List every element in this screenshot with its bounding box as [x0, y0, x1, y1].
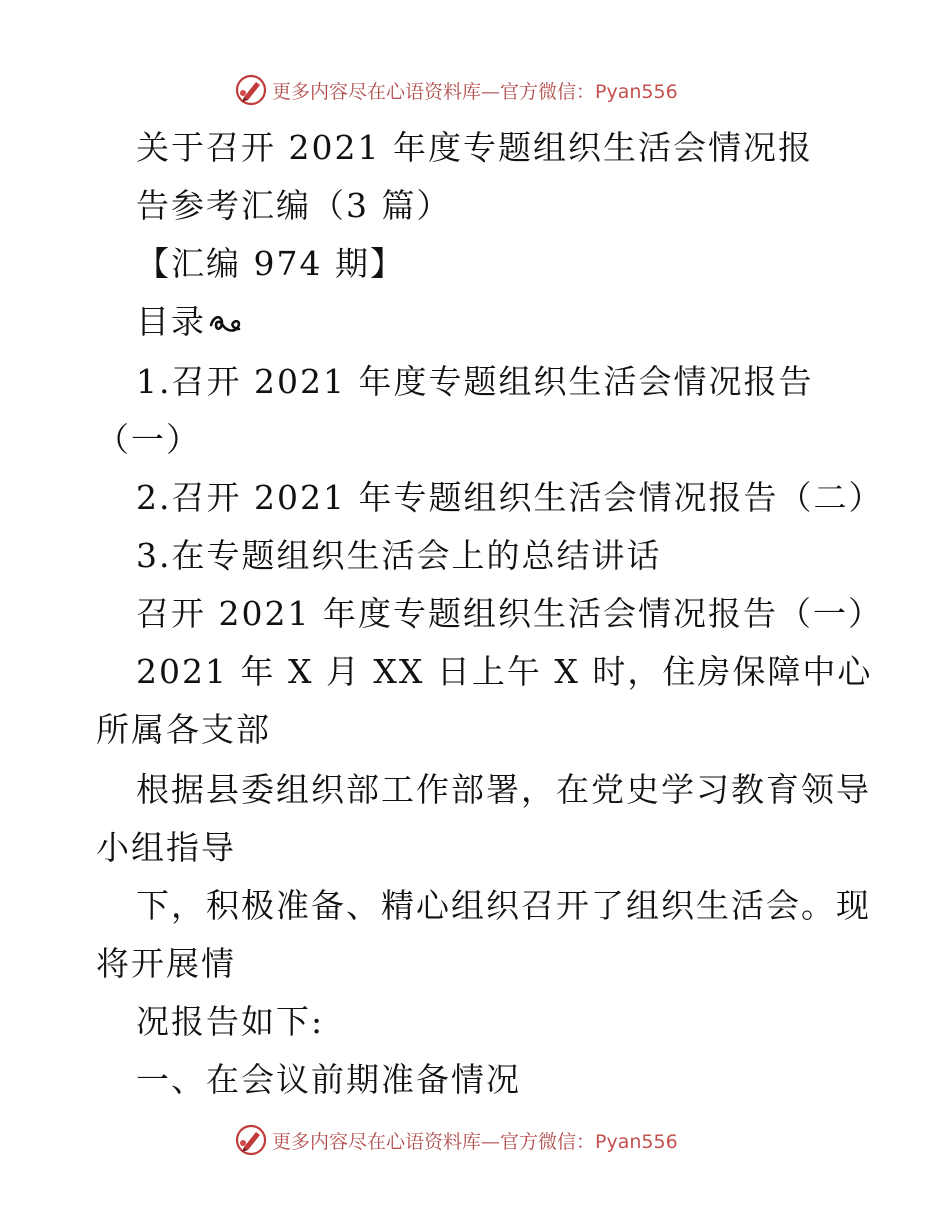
banner-site-text: 更多内容尽在心语资料库 [272, 1130, 482, 1153]
body-line-3: 根据县委组织部工作部署，在党史学习教育领导 [136, 770, 871, 809]
banner-separator: — [481, 80, 501, 103]
toc-item-3[interactable]: 3.在专题组织生活会上的总结讲话 [136, 536, 662, 575]
doc-title-line-1: 关于召开 2021 年度专题组织生活会情况报 [136, 128, 813, 167]
banner-text [272, 77, 678, 104]
issue-label: 【汇编 974 期】 [136, 244, 405, 283]
toc-item-1-cont[interactable]: （一） [96, 420, 201, 459]
banner-separator: — [481, 1130, 501, 1153]
toc-ornament-icon [208, 311, 244, 337]
banner-wechat-id: Pyan556 [595, 80, 678, 103]
body-line-6: 将开展情 [96, 944, 236, 983]
body-line-7: 况报告如下: [136, 1002, 325, 1041]
body-line-5: 下，积极准备、精心组织召开了组织生活会。现 [136, 886, 871, 925]
toc-item-2[interactable]: 2.召开 2021 年专题组织生活会情况报告（二） [136, 478, 884, 517]
body-line-4: 小组指导 [96, 828, 236, 867]
banner-wechat-label: 官方微信： [500, 1130, 596, 1153]
section-title: 召开 2021 年度专题组织生活会情况报告（一） [136, 594, 883, 633]
pen-logo-icon [234, 1123, 268, 1157]
toc-label: 目录 [136, 302, 206, 341]
header-banner [0, 70, 950, 110]
banner-wechat-id: Pyan556 [595, 1130, 678, 1153]
toc-item-1[interactable]: 1.召开 2021 年度专题组织生活会情况报告 [136, 362, 814, 401]
banner-site-text: 更多内容尽在心语资料库 [272, 80, 482, 103]
banner-text [272, 1127, 678, 1154]
footer-banner [0, 1120, 950, 1160]
pen-logo-icon [234, 73, 268, 107]
body-line-1: 2021 年 X 月 XX 日上午 X 时，住房保障中心 [136, 652, 873, 691]
body-line-8: 一、在会议前期准备情况 [136, 1060, 521, 1099]
doc-title-line-2: 告参考汇编（3 篇） [136, 186, 452, 225]
body-line-2: 所属各支部 [96, 710, 271, 749]
banner-wechat-label: 官方微信： [500, 80, 596, 103]
toc-heading [136, 302, 244, 342]
